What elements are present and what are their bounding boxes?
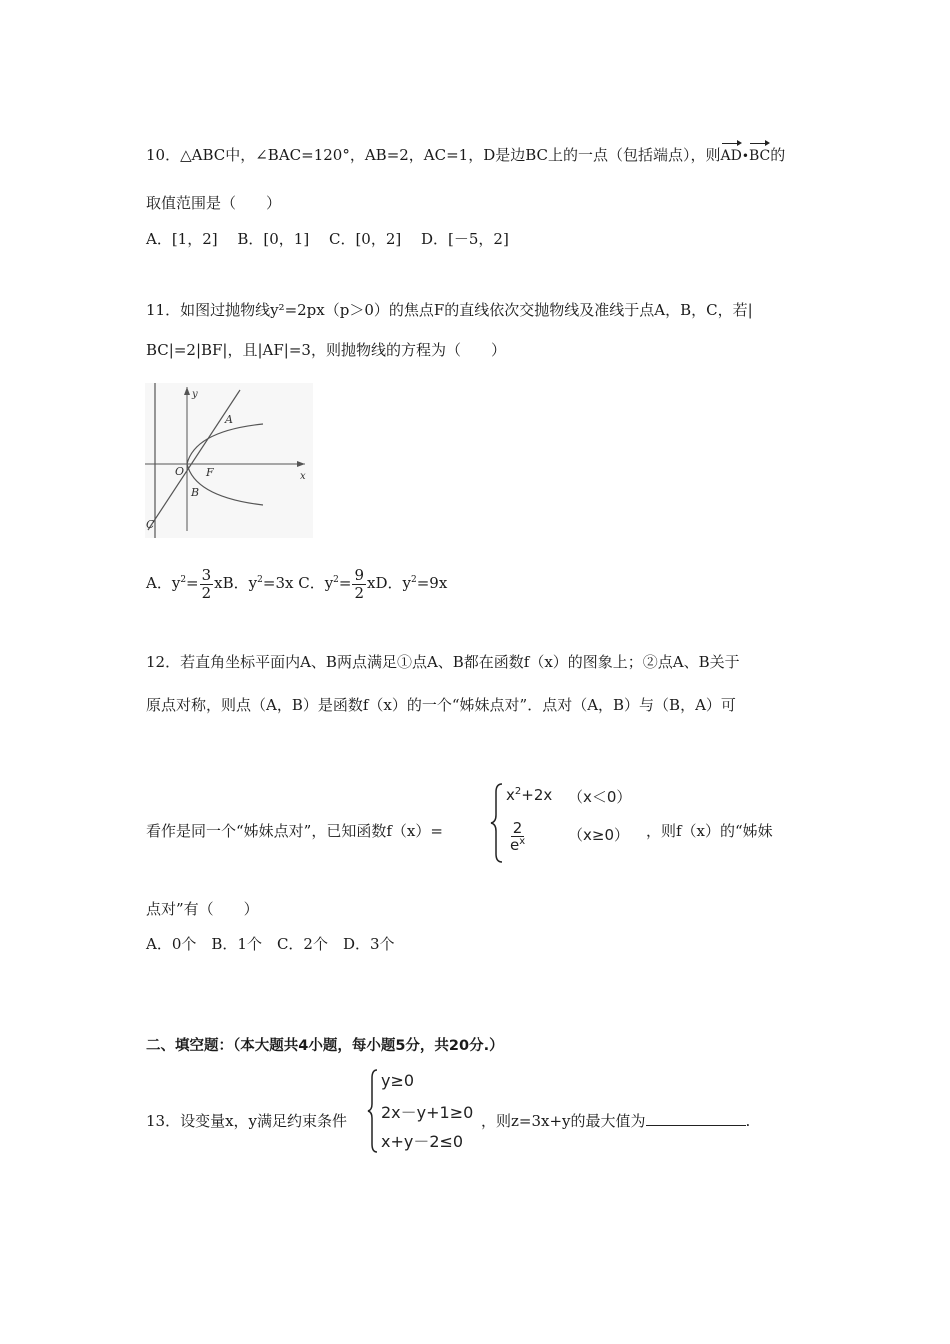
fraction-9-2 <box>352 567 366 602</box>
square-exp: 2 <box>411 575 417 585</box>
e-base: e <box>510 836 520 854</box>
q11-opt-d: xD．y <box>367 574 411 592</box>
fig-label-y: y <box>192 389 198 400</box>
piece-row-1 <box>506 786 552 804</box>
q10-text: 10．△ABC中，∠BAC=120°，AB=2，AC=1，D是边BC上的一点（包括端点），则 <box>146 146 721 164</box>
frac-num: 3 <box>201 565 212 584</box>
square-exp: 2 <box>180 575 187 585</box>
q11-opt-a: A．y <box>146 574 181 592</box>
fig-label-f: F <box>206 466 214 479</box>
e-exp: x <box>519 836 526 847</box>
square-exp: 2 <box>333 575 339 585</box>
q13-pre: 13．设变量x，y满足约束条件 <box>146 1112 348 1130</box>
piecewise-function <box>490 782 638 864</box>
constraint-2: 2x－y+1≥0 <box>381 1103 474 1122</box>
q13-post <box>481 1111 750 1131</box>
q13-end: . <box>745 1112 751 1130</box>
equals: = <box>338 574 352 592</box>
constraint-1: y≥0 <box>381 1071 415 1090</box>
fig-label-c: C <box>146 518 155 531</box>
section-2-title: 二、填空题：（本大题共4小题，每小题5分，共20分.） <box>146 1038 504 1054</box>
q11-line2: BC|=2|BF|，且|AF|=3，则抛物线的方程为（ ） <box>146 341 506 359</box>
frac-den: 2 <box>201 583 212 602</box>
q12-line4: 点对”有（ ） <box>146 900 259 918</box>
piece1-tail: +2x <box>521 786 553 804</box>
square-exp: 2 <box>257 575 263 585</box>
fraction-2-ex <box>508 820 527 853</box>
vector-ad: AD <box>721 140 742 166</box>
q13-post-text: ，则z=3x+y的最大值为 <box>481 1112 646 1130</box>
q10-line2: 取值范围是（ ） <box>146 194 282 212</box>
q11-line1: 11．如图过抛物线y²=2px（p＞0）的焦点F的直线依次交抛物线及准线于点A，B，C，若| <box>146 301 753 319</box>
q12-line3-post: ，则f（x）的“姊妹 <box>646 822 773 840</box>
answer-blank[interactable] <box>646 1111 746 1126</box>
constraint-3: x+y－2≤0 <box>381 1132 464 1151</box>
q11-opt-d-tail: =9x <box>416 574 448 592</box>
frac-den: 2 <box>354 583 365 602</box>
vector-bc: BC <box>749 140 770 166</box>
q12-options: A．0个 B．1个 C．2个 D．3个 <box>146 935 395 953</box>
constraint-system <box>367 1068 479 1154</box>
fig-label-o: O <box>175 465 185 478</box>
piece-row-2 <box>507 820 528 853</box>
frac-num: 2 <box>512 819 523 837</box>
q11-opt-b: xB．y <box>214 574 258 592</box>
q10-options: A．[1，2] B．[0，1] C．[0，2] D．[－5，2] <box>146 230 509 248</box>
piece1-cond: （x＜0） <box>568 788 632 806</box>
q10-tail: 的 <box>770 146 786 164</box>
piece2-cond: （x≥0） <box>568 826 629 844</box>
fraction-3-2 <box>200 567 214 602</box>
left-brace-icon <box>367 1068 379 1154</box>
dot-product: • <box>741 149 749 163</box>
q11-options <box>146 565 447 602</box>
q11-opt-b-tail: =3x C．y <box>262 574 334 592</box>
left-brace-icon <box>490 782 504 864</box>
equals: = <box>186 574 199 592</box>
q12-line3-pre: 看作是同一个“姊妹点对”，已知函数f（x）= <box>146 822 443 840</box>
fig-label-a: A <box>225 413 233 426</box>
frac-den <box>508 837 527 853</box>
q10-line1 <box>146 140 785 166</box>
piece1-exp: 2 <box>514 786 522 797</box>
fig-label-x: x <box>300 471 306 482</box>
q12-line2: 原点对称，则点（A，B）是函数f（x）的一个“姊妹点对”．点对（A，B）与（B，A）可 <box>146 696 736 714</box>
piece1-base: x <box>506 786 515 804</box>
fig-label-b: B <box>191 486 200 499</box>
q12-line1: 12．若直角坐标平面内A、B两点满足①点A、B都在函数f（x）的图象上；②点A、B关于 <box>146 653 740 671</box>
parabola-figure <box>145 383 313 538</box>
frac-num: 9 <box>354 565 365 584</box>
